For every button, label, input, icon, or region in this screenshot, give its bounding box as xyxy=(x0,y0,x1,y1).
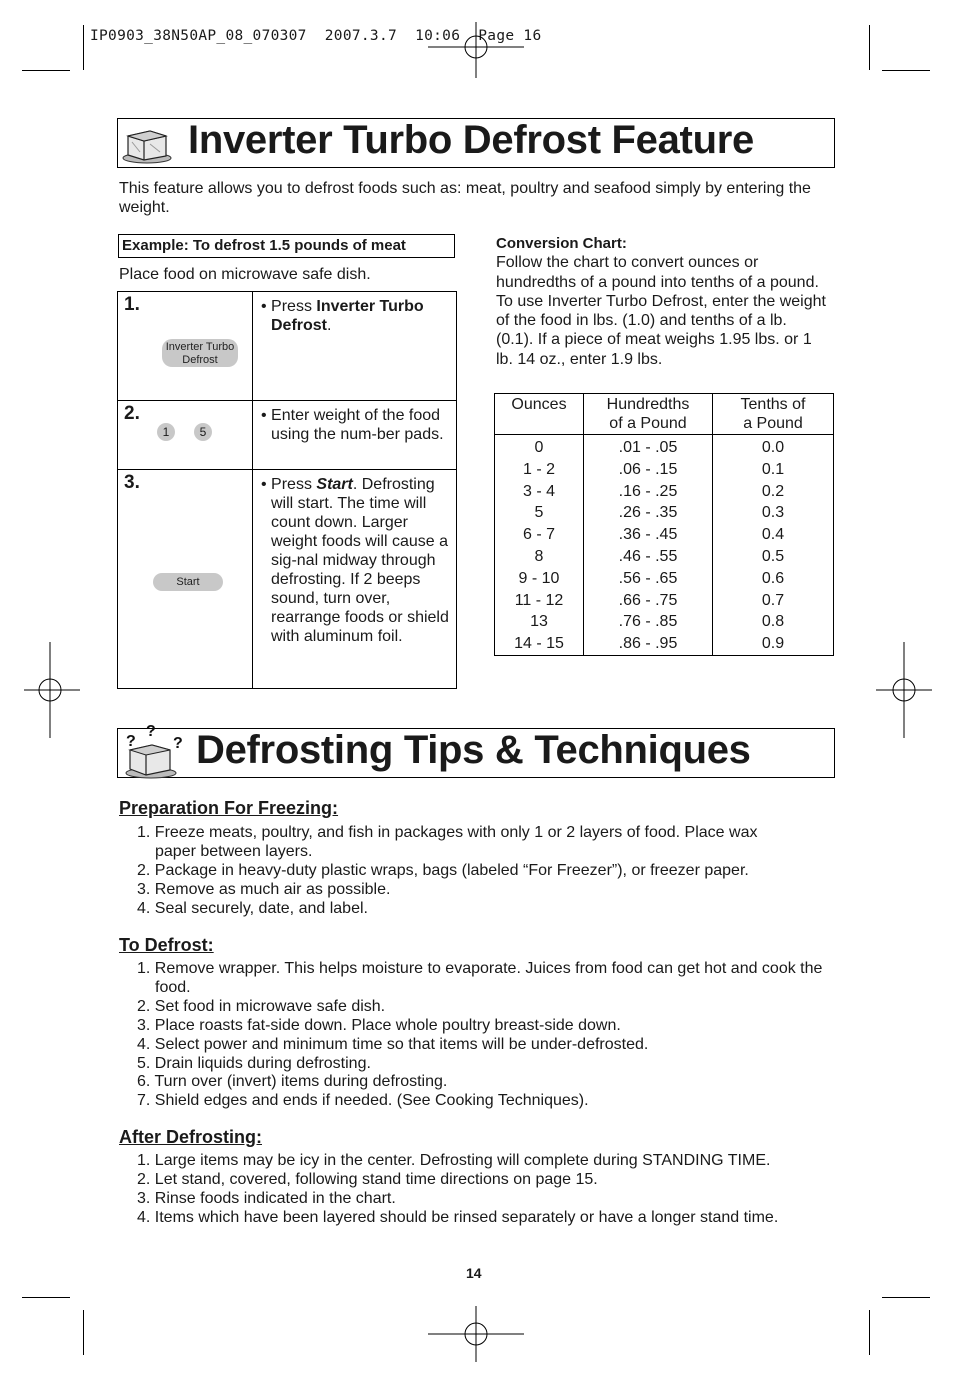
table-row xyxy=(495,611,834,633)
list-item: 4. Select power and minimum time so that items will be under-defrosted. xyxy=(137,1035,649,1053)
registration-mark-top-icon xyxy=(428,22,524,78)
step-text-end: . Defrosting will start. The time will count down. Larger weight foods will cause a sig-nal midway through defrosting. If 2 beeps sound, turn over, rearrange foods or shield with aluminum foil. xyxy=(271,476,449,645)
defrost-ice-cube-icon xyxy=(120,122,174,164)
registration-mark-right-icon xyxy=(876,642,932,738)
list-item: 2. Let stand, covered, following stand time directions on page 15. xyxy=(137,1170,598,1188)
table-cell: 0.9 xyxy=(713,633,834,655)
step-text-bold: Start xyxy=(316,476,353,493)
header-hundredths: Hundredths of a Pound xyxy=(584,394,713,435)
section2-title: Defrosting Tips & Techniques xyxy=(196,728,751,772)
table-cell: 0.1 xyxy=(713,459,834,481)
list-item: 2. Package in heavy-duty plastic wraps, bags (labeled “For Freezer”), or freezer paper. xyxy=(137,861,749,879)
step-text-bold: Inverter Turbo Defrost xyxy=(271,298,424,334)
button-label-line2: Defrost xyxy=(182,354,218,366)
table-row xyxy=(495,568,834,590)
table-cell: 0.5 xyxy=(713,546,834,568)
registration-mark-left-icon xyxy=(24,642,80,738)
step-number: 1. xyxy=(124,294,140,315)
list-item: 7. Shield edges and ends if needed. (See Cooking Techniques). xyxy=(137,1092,589,1110)
table-cell: 0.8 xyxy=(713,611,834,633)
intro-text: This feature allows you to defrost foods such as: meat, poultry and seafood simply by entering the weight. xyxy=(119,180,811,216)
list-item: 2. Set food in microwave safe dish. xyxy=(137,997,386,1015)
table-row xyxy=(495,481,834,503)
place-food-text: Place food on microwave safe dish. xyxy=(119,266,371,283)
table-row xyxy=(495,502,834,524)
step-row xyxy=(118,470,457,689)
list-item: 1. Remove wrapper. This helps moisture to evaporate. Juices from food can get hot and cook the food. xyxy=(137,960,823,996)
registration-mark-bottom-icon xyxy=(428,1306,524,1362)
svg-text:?: ? xyxy=(146,723,156,740)
table-cell: 3 - 4 xyxy=(495,481,584,503)
example-title: Example: To defrost 1.5 pounds of meat xyxy=(118,234,455,258)
table-row xyxy=(495,459,834,481)
defrost-question-icon xyxy=(116,718,188,780)
table-cell: .56 - .65 xyxy=(584,568,713,590)
after-heading: After Defrosting: xyxy=(119,1127,262,1147)
table-cell: .86 - .95 xyxy=(584,633,713,655)
freezing-heading: Preparation For Freezing: xyxy=(119,798,339,818)
header-ounces: Ounces xyxy=(495,394,584,435)
table-cell: 14 - 15 xyxy=(495,633,584,655)
table-cell: 1 - 2 xyxy=(495,459,584,481)
table-cell: .66 - .75 xyxy=(584,590,713,612)
header-tenths: Tenths of a Pound xyxy=(713,394,834,435)
conversion-header-row xyxy=(495,394,834,435)
list-item: 6. Turn over (invert) items during defrosting. xyxy=(137,1073,448,1091)
svg-text:?: ? xyxy=(126,733,136,750)
table-cell: .06 - .15 xyxy=(584,459,713,481)
table-row xyxy=(495,524,834,546)
table-cell: 13 xyxy=(495,611,584,633)
start-button-icon: Start xyxy=(153,573,223,591)
list-item: 5. Drain liquids during defrosting. xyxy=(137,1054,371,1072)
table-cell: 0 xyxy=(495,435,584,459)
freezing-list xyxy=(137,824,797,919)
list-item: 4. Items which have been layered should be rinsed separately or have a longer stand time. xyxy=(137,1208,779,1226)
step-number: 3. xyxy=(124,472,140,493)
step-text-end: . xyxy=(327,317,332,334)
table-row xyxy=(495,590,834,612)
steps-table xyxy=(117,291,457,689)
step-text: • Enter weight of the food using the num-ber pads. xyxy=(253,401,457,470)
page-number: 14 xyxy=(466,1265,482,1281)
list-item: 3. Rinse foods indicated in the chart. xyxy=(137,1189,396,1207)
defrost-heading: To Defrost: xyxy=(119,935,214,955)
list-item: 3. Remove as much air as possible. xyxy=(137,880,391,898)
table-row xyxy=(495,546,834,568)
table-cell: 9 - 10 xyxy=(495,568,584,590)
table-cell: .01 - .05 xyxy=(584,435,713,459)
table-cell: 8 xyxy=(495,546,584,568)
step-number: 2. xyxy=(124,403,140,424)
table-row xyxy=(495,633,834,655)
table-cell: 11 - 12 xyxy=(495,590,584,612)
inverter-turbo-defrost-button-icon xyxy=(162,339,238,367)
conversion-description: Follow the chart to convert ounces or hundredths of a pound into tenths of a pound. To use Inverter Turbo Defrost, enter the weight of the food in lbs. (1.0) and tenths of a lb. (0.1). If a piece of meat weighs 1.95 lbs. or 1 lb. 14 oz., enter 1.9 lbs. xyxy=(496,254,826,368)
table-cell: .36 - .45 xyxy=(584,524,713,546)
conversion-chart-text xyxy=(496,234,826,369)
step-text: • Press xyxy=(261,298,317,315)
table-cell: 0.2 xyxy=(713,481,834,503)
number-pad-1-icon: 1 xyxy=(157,423,175,441)
list-item: 3. Place roasts fat-side down. Place whole poultry breast-side down. xyxy=(137,1016,621,1034)
table-cell: 0.3 xyxy=(713,502,834,524)
conversion-heading: Conversion Chart: xyxy=(496,235,627,252)
list-item: 1. Freeze meats, poultry, and fish in packages with only 1 or 2 layers of food. Place wax paper between layers. xyxy=(137,824,758,860)
table-cell: .76 - .85 xyxy=(584,611,713,633)
list-item: 1. Large items may be icy in the center. Defrosting will complete during STANDING TIME. xyxy=(137,1152,771,1169)
svg-text:?: ? xyxy=(173,735,183,752)
section1-title: Inverter Turbo Defrost Feature xyxy=(188,118,754,162)
table-row xyxy=(495,435,834,459)
after-list xyxy=(137,1152,857,1228)
step-row xyxy=(118,292,457,401)
defrost-list xyxy=(137,960,827,1111)
table-cell: .16 - .25 xyxy=(584,481,713,503)
table-cell: 5 xyxy=(495,502,584,524)
table-cell: 0.7 xyxy=(713,590,834,612)
button-label-line1: Inverter Turbo xyxy=(165,341,235,353)
conversion-table xyxy=(494,393,834,656)
step-text: • Press xyxy=(261,476,317,493)
step-row xyxy=(118,401,457,470)
print-header: IP0903_38N50AP_08_070307 2007.3.7 10:06 Page 16 xyxy=(90,28,542,44)
table-cell: 0.0 xyxy=(713,435,834,459)
list-item: 4. Seal securely, date, and label. xyxy=(137,899,368,917)
number-pad-5-icon: 5 xyxy=(194,423,212,441)
table-cell: .46 - .55 xyxy=(584,546,713,568)
table-cell: 0.6 xyxy=(713,568,834,590)
table-cell: .26 - .35 xyxy=(584,502,713,524)
table-cell: 0.4 xyxy=(713,524,834,546)
table-cell: 6 - 7 xyxy=(495,524,584,546)
